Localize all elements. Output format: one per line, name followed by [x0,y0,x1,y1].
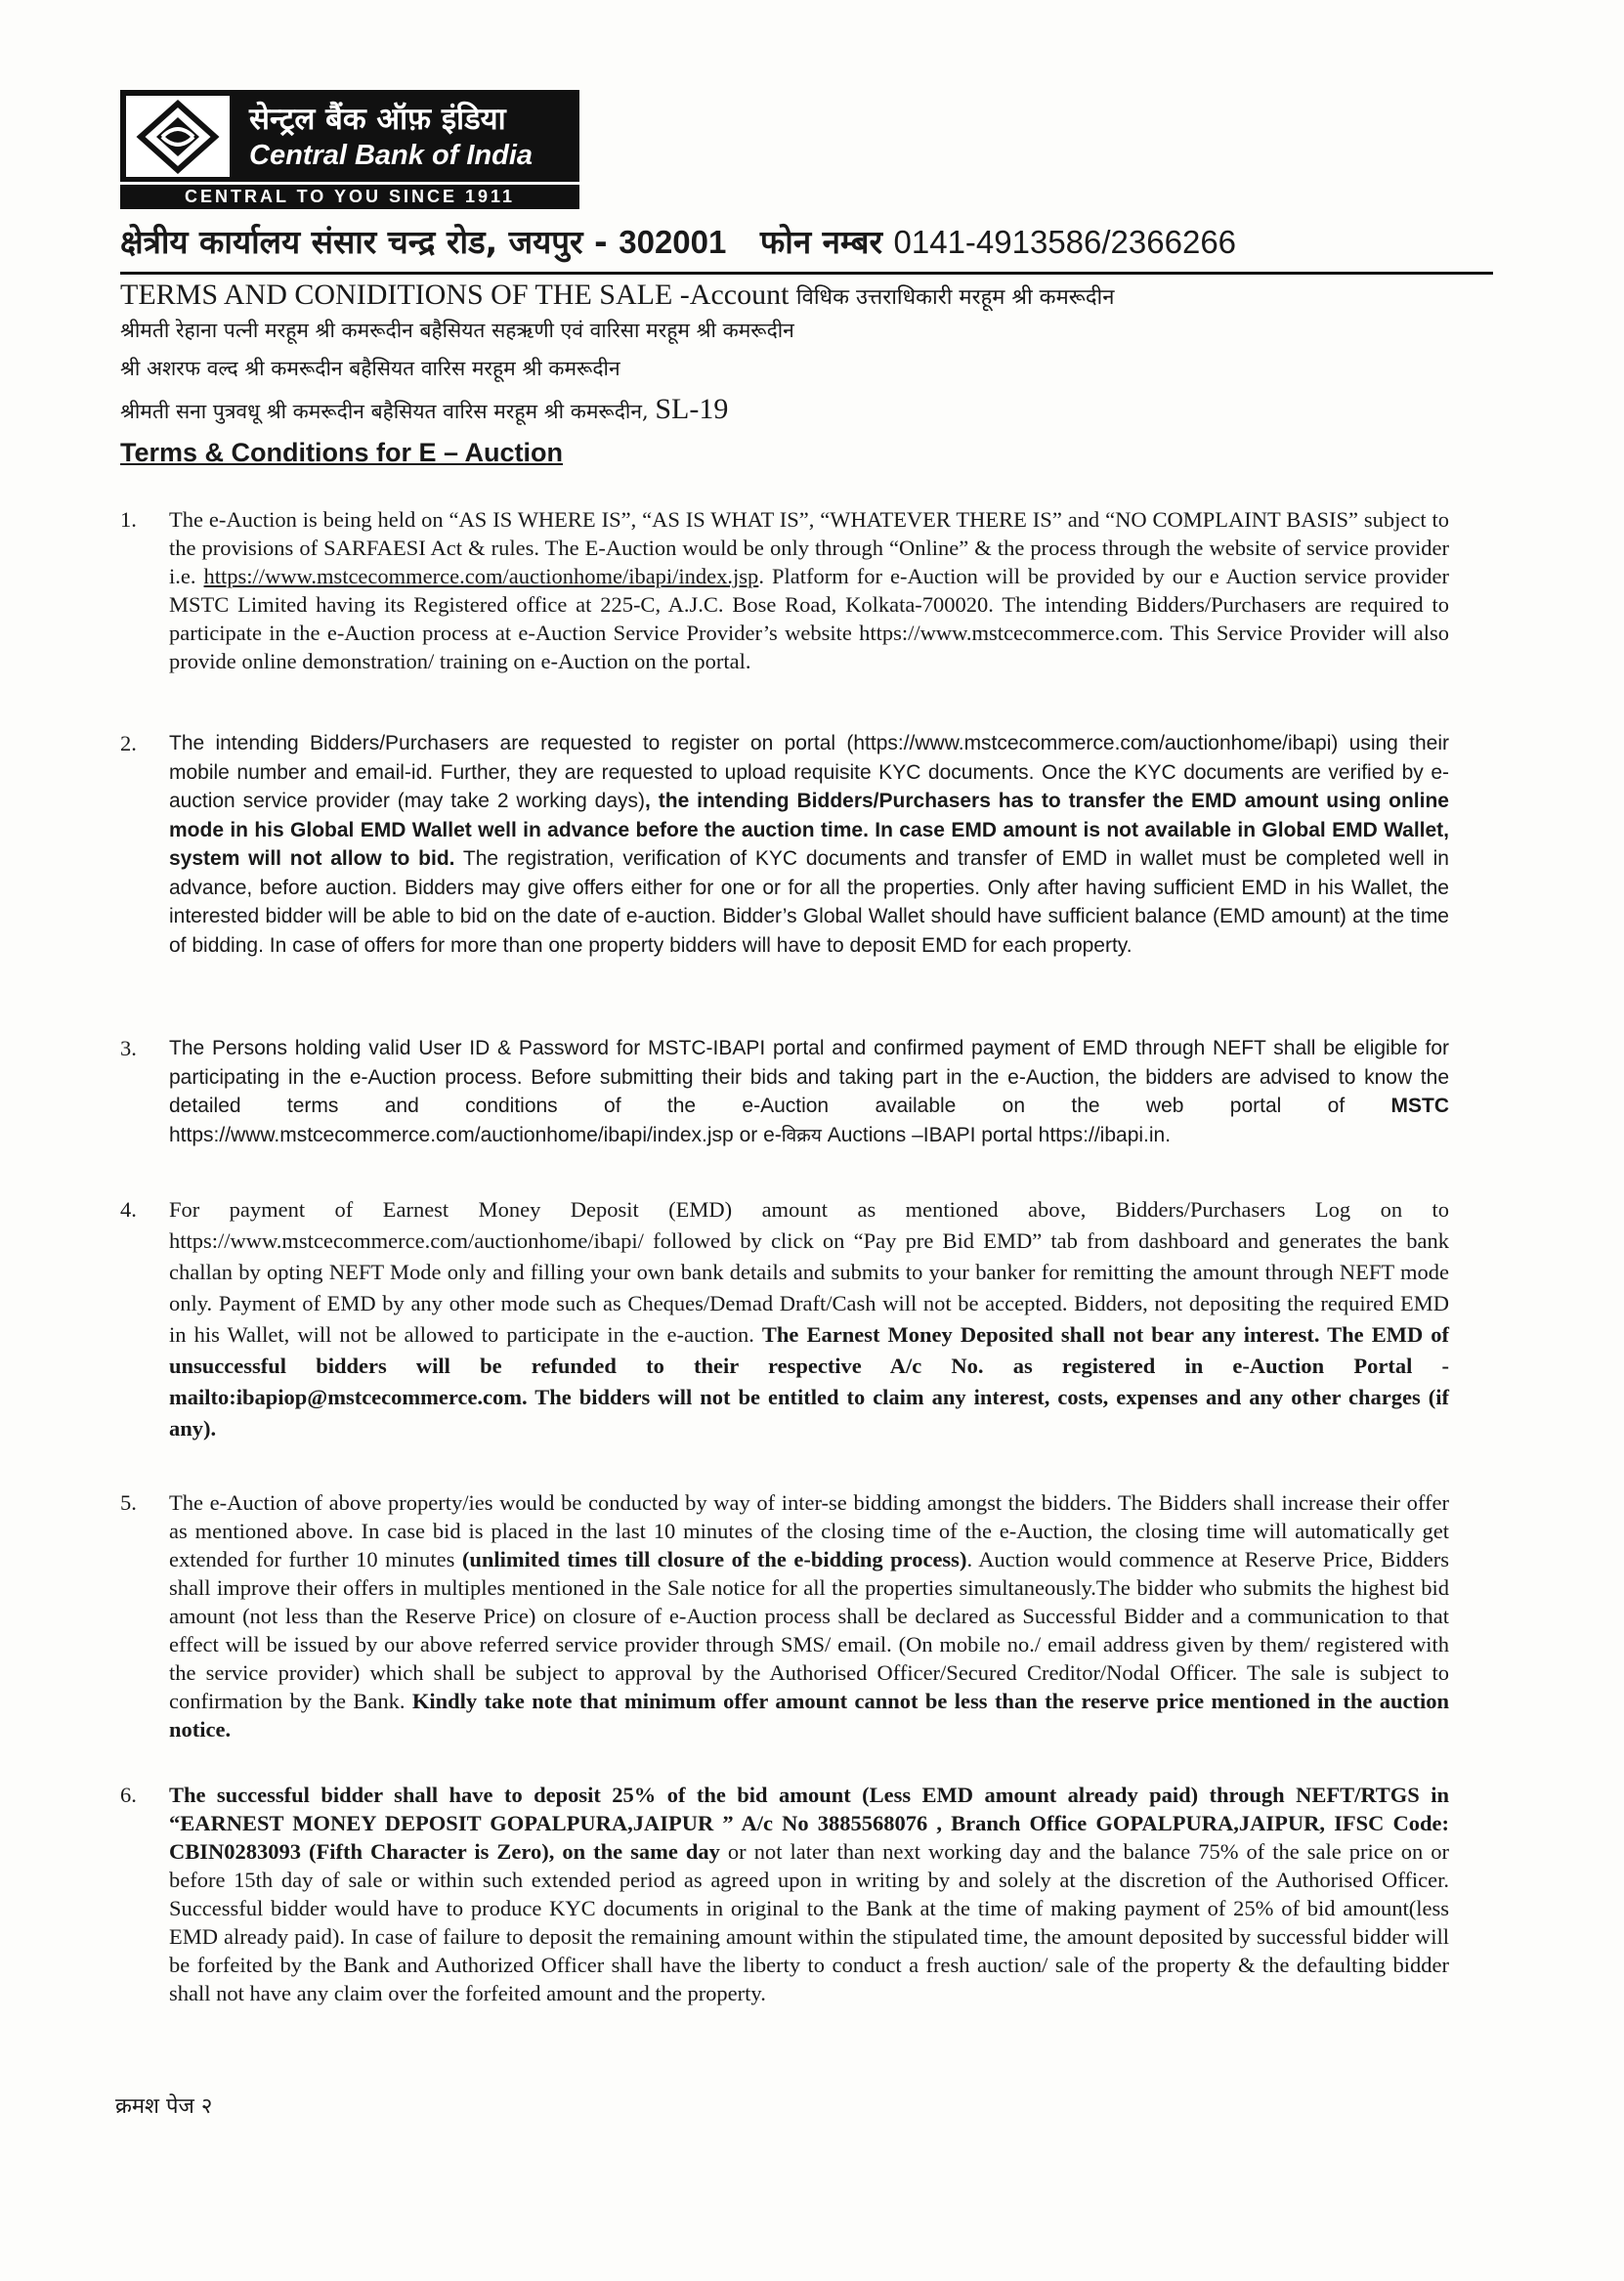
title-hindi: विधिक उत्तराधिकारी मरहूम श्री कमरूदीन [795,285,1115,310]
bank-logo [120,90,579,209]
office-pin: 302001 [619,224,727,260]
party-line-3-text: श्रीमती सना पुत्रवधू श्री कमरूदीन बहैसियत वारिस मरहूम श्री कमरूदीन, [120,400,649,423]
term-text: The intending Bidders/Purchasers are requested to register on portal (https://www.mstcecommerce.com/auctionhome/ibapi) using their mobile number and email-id. Further, they are requested to upload requisite KYC documents. Once the KYC documents are verified by e-auction service provider (may take 2 working days), the intending Bidders/Purchasers has to transfer the EMD amount using online mode in his Global EMD Wallet well in advance before the auction time. In case EMD amount is not available in Global EMD Wallet, system will not allow to bid. The registration, verification of KYC documents and transfer of EMD in wallet must be completed well in advance, before auction. Bidders may give offers either for one or for all the properties. Only after having sufficient EMD in his Wallet, the interested bidder will be able to bid on the date of e-auction. Bidder’s Global Wallet should have sufficient balance (EMD amount) at the time of bidding. In case of offers for more than one property bidders will have to deposit EMD for each property. [169,732,1449,957]
continued-note: क्रमश पेज २ [115,2094,213,2119]
term-number: 3. [120,1036,137,1060]
term-text: The successful bidder shall have to deposit 25% of the bid amount (Less EMD amount already paid) through NEFT/RTGS in “EARNEST MONEY DEPOSIT GOPALPURA,JAIPUR ” A/c No 3885568076 , Branch Office GOPALPURA,JAIPUR, IFSC Code: CBIN0283093 (Fifth Character is Zero), on the same day or not later than next working day and the balance 75% of the sale price on or before 15th day of sale or within such extended period as agreed upon in writing by and solely at the discretion of the Authorised Officer. Successful bidder would have to produce KYC documents in original to the Bank at the time of making payment of 25% of bid amount(less EMD already paid). In case of failure to deposit the remaining amount within the stipulated time, the amount deposited by successful bidder will be forfeited by the Bank and Authorized Officer shall have the liberty to conduct a fresh auction/ sale of the property & the defaulting bidder shall not have any claim over the forfeited amount and the property. [169,1783,1449,2005]
term-text: For payment of Earnest Money Deposit (EMD) amount as mentioned above, Bidders/Purchasers Log on to https://www.mstcecommerce.com/auctionhome/ibapi/ followed by click on “Pay pre Bid EMD” tab from dashboard and generates the bank challan by opting NEFT Mode only and filling your own bank details and submits to your banker for remitting the amount through NEFT mode only. Payment of EMD by any other mode such as Cheques/Demad Draft/Cash will not be accepted. Bidders, not depositing the required EMD in his Wallet, will not be allowed to participate in the e-auction. The Earnest Money Deposited shall not bear any interest. The EMD of unsuccessful bidders will be refunded to their respective A/c No. as registered in e-Auction Portal - mailto:ibapiop@mstcecommerce.com. The bidders will not be entitled to claim any interest, costs, expenses and any other charges (if any). [169,1197,1449,1441]
bank-name-hindi: सेन्ट्रल बैंक ऑफ़ इंडिया [249,101,506,137]
term-number: 1. [120,507,137,532]
term-number: 5. [120,1490,137,1515]
term-text: The e-Auction is being held on “AS IS WHERE IS”, “AS IS WHAT IS”, “WHATEVER THERE IS” and “NO COMPLAINT BASIS” subject to the provisions of SARFAESI Act & rules. The E-Auction would be only through “Online” & the process through the website of service provider i.e. https://www.mstcecommerce.com/auctionhome/ibapi/index.jsp. Platform for e-Auction will be provided by our e Auction service provider MSTC Limited having its Registered office at 225-C, A.J.C. Bose Road, Kolkata-700020. The intending Bidders/Purchasers are required to participate in the e-Auction process at e-Auction Service Provider’s website https://www.mstcecommerce.com. This Service Provider will also provide online demonstration/ training on e-Auction on the portal. [169,507,1449,673]
logo-banner [120,90,579,183]
party-line-1: श्रीमती रेहाना पत्नी मरहूम श्री कमरूदीन बहैसियत सहऋणी एवं वारिसा मरहूम श्री कमरूदीन [120,319,794,342]
phone-label: फोन नम्बर [759,223,883,261]
sl-reference: SL-19 [655,393,729,425]
term-number: 2. [120,731,137,755]
term-number: 4. [120,1197,137,1222]
party-line-3 [120,393,1488,428]
term-text: The Persons holding valid User ID & Password for MSTC-IBAPI portal and confirmed payment of EMD through NEFT shall be eligible for participating in the e-Auction process. Before submitting their bids and taking part in the e-Auction, the bidders are advised to know the detailed terms and conditions of the e-Auction available on the web portal of MSTC https://www.mstcecommerce.com/auctionhome/ibapi/index.jsp or e-विक्रय Auctions –IBAPI portal https://ibapi.in. [169,1037,1449,1146]
document-title [120,277,1508,317]
office-address-line [120,217,1488,268]
term-text: The e-Auction of above property/ies would be conducted by way of inter-se bidding amongst the bidders. The Bidders shall increase their offer as mentioned above. In case bid is placed in the last 10 minutes of the closing time of the e-Auction, the closing time will automatically get extended for further 10 minutes (unlimited times till closure of the e-bidding process). Auction would commence at Reserve Price, Bidders shall improve their offers in multiples mentioned in the Sale notice for all the properties simultaneously.The bidder who submits the highest bid amount (not less than the Reserve Price) on closure of e-Auction process shall be declared as Successful Bidder and a communication to that effect will be issued by our above referred service provider through SMS/ email. (On mobile no./ email address given by them/ registered with the service provider) which shall be subject to approval by the Authorised Officer/Secured Creditor/Nodal Officer. The sale is subject to confirmation by the Bank. Kindly take note that minimum offer amount cannot be less than the reserve price mentioned in the auction notice. [169,1490,1449,1742]
title-english: TERMS AND CONIDITIONS OF THE SALE -Account [120,279,790,311]
party-line-2: श्री अशरफ वल्द श्री कमरूदीन बहैसियत वारिस मरहूम श्री कमरूदीन [120,357,620,380]
office-address: क्षेत्रीय कार्यालय संसार चन्द्र रोड, जयपुर - [120,223,608,261]
central-bank-emblem-icon [120,90,235,183]
service-provider-link[interactable]: https://www.mstcecommerce.com/auctionhome/ibapi/index.jsp [203,564,759,588]
office-phone: 0141-4913586/2366266 [893,224,1237,260]
header-rule [120,272,1493,275]
section-heading: Terms & Conditions for E – Auction [120,438,564,467]
term-number: 6. [120,1783,137,1807]
bank-name-english: Central Bank of India [249,139,534,171]
bank-tagline: CENTRAL TO YOU SINCE 1911 [120,185,579,209]
